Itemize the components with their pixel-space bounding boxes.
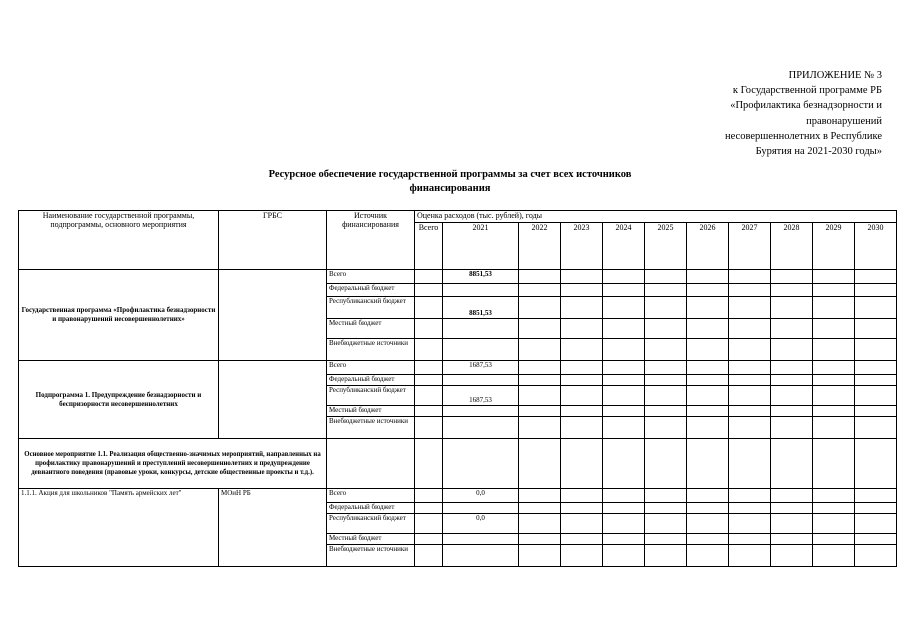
header-year: 2023 (561, 223, 603, 270)
title-line: финансирования (409, 183, 491, 194)
header-total: Всего (415, 223, 443, 270)
source-extra: Внебюджетные источники (327, 417, 415, 439)
header-year: 2028 (771, 223, 813, 270)
action-name: 1.1.1. Акция для школьников "Память армейских лет" (19, 489, 219, 567)
subprogram-total-2021: 1687,53 (443, 361, 519, 375)
document-title (200, 168, 700, 196)
appendix-line: к Государственной программе РБ (732, 85, 882, 97)
action-total-2021: 0,0 (443, 489, 519, 503)
subprogram-name: Подпрограмма 1. Предупреждение безнадзорности и беспризорности несовершеннолетних (19, 361, 219, 439)
action-republic-2021: 0,0 (443, 514, 519, 534)
source-extra: Внебюджетные источники (327, 545, 415, 567)
program-grbs (219, 270, 327, 361)
header-year: 2024 (603, 223, 645, 270)
source-total: Всего (327, 270, 415, 284)
source-republic: Республиканский бюджет (327, 297, 415, 319)
program-republic-2021: 8851,53 (443, 297, 519, 319)
table-row (19, 439, 897, 489)
appendix-line: несовершеннолетних в Республике (725, 130, 882, 142)
source-local: Местный бюджет (327, 319, 415, 339)
source-federal: Федеральный бюджет (327, 503, 415, 514)
header-year: 2026 (687, 223, 729, 270)
source-federal: Федеральный бюджет (327, 284, 415, 297)
table-row (19, 489, 897, 503)
measure-name: Основное мероприятие 1.1. Реализация общественно-значимых мероприятий, направленных на профилактику правонарушений и преступлений несовершеннолетних и предупреждение девиантного поведения (правовые уроки, конкурсы, детские общественные проекты и т.д.). (19, 439, 327, 489)
subprogram-republic-2021: 1687,53 (443, 386, 519, 406)
subprogram-grbs (219, 361, 327, 439)
header-year: 2029 (813, 223, 855, 270)
table-row (19, 270, 897, 284)
action-grbs: МОиН РБ (219, 489, 327, 567)
source-total: Всего (327, 489, 415, 503)
header-year: 2021 (443, 223, 519, 270)
program-total-2021: 8851,53 (443, 270, 519, 284)
header-year: 2025 (645, 223, 687, 270)
source-republic: Республиканский бюджет (327, 386, 415, 406)
source-local: Местный бюджет (327, 406, 415, 417)
source-republic: Республиканский бюджет (327, 514, 415, 534)
appendix-line: правонарушений (806, 115, 882, 127)
appendix-header (622, 68, 882, 159)
source-extra: Внебюджетные источники (327, 339, 415, 361)
resource-table (18, 210, 897, 567)
header-grbs: ГРБС (219, 211, 327, 270)
source-federal: Федеральный бюджет (327, 375, 415, 386)
title-line: Ресурсное обеспечение государственной программы за счет всех источников (268, 169, 632, 180)
source-local: Местный бюджет (327, 534, 415, 545)
appendix-line: «Профилактика безнадзорности и (730, 100, 882, 112)
source-total: Всего (327, 361, 415, 375)
header-year: 2030 (855, 223, 897, 270)
header-year: 2022 (519, 223, 561, 270)
header-source: Источник финансирования (327, 211, 415, 270)
header-year: 2027 (729, 223, 771, 270)
appendix-number: ПРИЛОЖЕНИЕ № 3 (788, 70, 882, 81)
header-name: Наименование государственной программы, подпрограммы, основного мероприятия (19, 211, 219, 270)
header-estimate: Оценка расходов (тыс. рублей), годы (415, 211, 897, 223)
table-row (19, 361, 897, 375)
appendix-line: Бурятия на 2021-2030 годы» (755, 146, 882, 158)
program-name: Государственная программа «Профилактика безнадзорности и правонарушений несовершеннолетних» (19, 270, 219, 361)
